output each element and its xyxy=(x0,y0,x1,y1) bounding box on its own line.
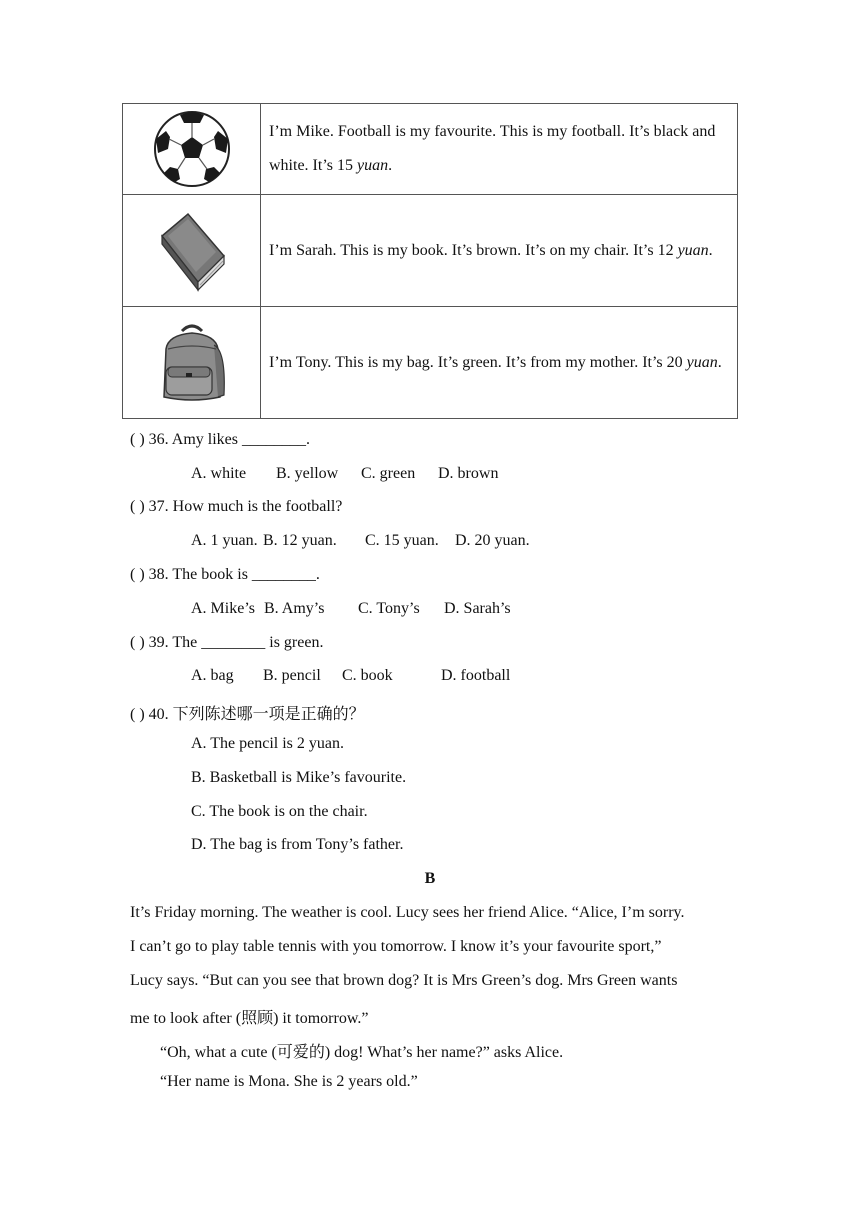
option-b: B. Basketball is Mike’s favourite. xyxy=(191,769,407,786)
option-a: A. 1 yuan. xyxy=(191,532,258,549)
book-icon xyxy=(123,206,260,296)
option-a: A. Mike’s xyxy=(191,600,255,617)
option-d: D. brown xyxy=(438,465,499,482)
option-b: B. Amy’s xyxy=(264,600,325,617)
description-cell xyxy=(261,307,738,419)
yuan-text: yuan xyxy=(357,157,389,174)
picture-cell xyxy=(123,307,261,419)
options-37 xyxy=(191,532,530,550)
description-cell xyxy=(261,104,738,195)
table-row xyxy=(123,195,738,307)
option-a: A. The pencil is 2 yuan. xyxy=(191,735,345,752)
option-d: D. football xyxy=(441,667,511,684)
passage-line: It’s Friday morning. The weather is cool. Lucy sees her friend Alice. “Alice, I’m sorry. xyxy=(130,904,685,921)
option-d: D. 20 yuan. xyxy=(455,532,530,549)
question-40: ( ) 40. 下列陈述哪一项是正确的？ xyxy=(130,706,365,723)
period-text: . xyxy=(708,241,713,259)
option-b: B. 12 yuan. xyxy=(263,532,337,549)
section-heading: B xyxy=(424,870,436,887)
reading-table xyxy=(122,103,738,419)
passage-line: “Oh, what a cute (可爱的) dog! What’s her name?” asks Alice. xyxy=(160,1044,564,1061)
option-c: C. The book is on the chair. xyxy=(191,803,368,820)
option-d: D. Sarah’s xyxy=(444,600,511,617)
description-text: I’m Mike. Football is my favourite. This is my football. It’s black and white. It’s 15 xyxy=(269,123,716,174)
options-39 xyxy=(191,667,510,685)
option-a: A. white xyxy=(191,465,247,482)
backpack-icon xyxy=(123,321,260,405)
passage-line: Lucy says. “But can you see that brown dog? It is Mrs Green’s dog. Mrs Green wants xyxy=(130,972,678,989)
option-b: B. yellow xyxy=(276,465,339,482)
table-row xyxy=(123,307,738,419)
question-36: ( ) 36. Amy likes ________. xyxy=(130,431,310,448)
passage-line: “Her name is Mona. She is 2 years old.” xyxy=(160,1073,418,1090)
option-a: A. bag xyxy=(191,667,234,684)
option-c: C. book xyxy=(342,667,393,684)
description-cell xyxy=(261,195,738,307)
period-text: . xyxy=(388,157,393,174)
description-text: I’m Sarah. This is my book. It’s brown. It’s on my chair. It’s 12 xyxy=(269,241,678,259)
picture-cell xyxy=(123,195,261,307)
table-row xyxy=(123,104,738,195)
options-38 xyxy=(191,600,511,618)
options-36 xyxy=(191,465,498,483)
option-d: D. The bag is from Tony’s father. xyxy=(191,836,404,853)
period-text: . xyxy=(717,353,722,371)
option-c: C. Tony’s xyxy=(358,600,420,617)
question-38: ( ) 38. The book is ________. xyxy=(130,566,320,583)
passage-line: me to look after (照顾) it tomorrow.” xyxy=(130,1010,369,1027)
yuan-text: yuan xyxy=(677,241,709,259)
option-c: C. green xyxy=(361,465,416,482)
picture-cell xyxy=(123,104,261,195)
option-c: C. 15 yuan. xyxy=(365,532,439,549)
passage-line: I can’t go to play table tennis with you tomorrow. I know it’s your favourite sport,” xyxy=(130,938,662,955)
football-icon xyxy=(123,109,260,189)
yuan-text: yuan xyxy=(686,353,718,371)
description-text: I’m Tony. This is my bag. It’s green. It’s from my mother. It’s 20 xyxy=(269,353,687,371)
option-b: B. pencil xyxy=(263,667,321,684)
question-39: ( ) 39. The ________ is green. xyxy=(130,634,324,651)
question-37: ( ) 37. How much is the football? xyxy=(130,498,343,515)
